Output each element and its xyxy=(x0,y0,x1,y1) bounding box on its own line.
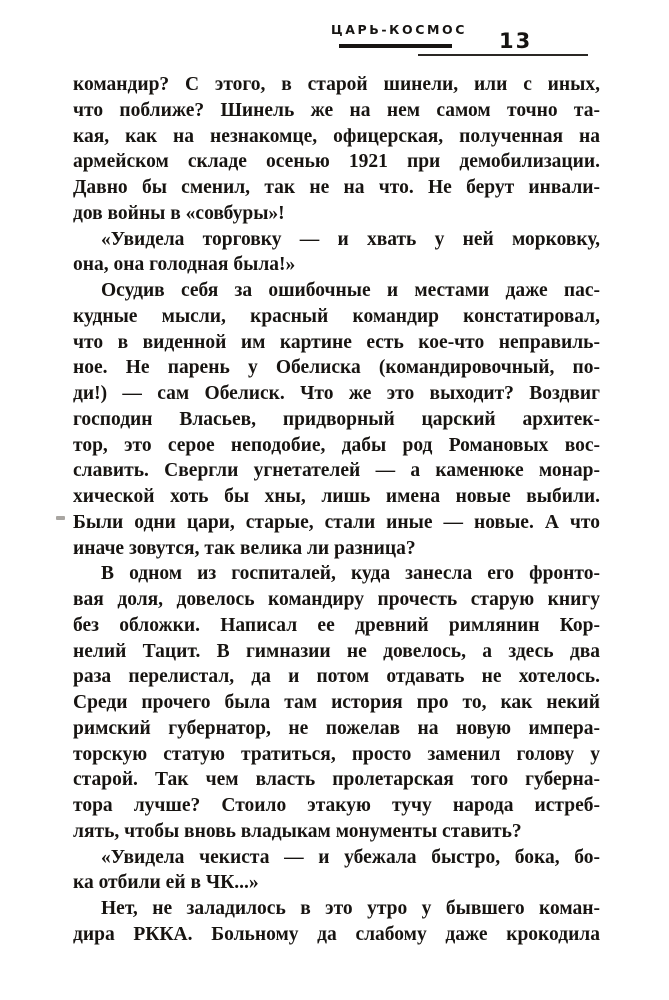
text-line: хической хоть бы хны, лишь имена новые выбили. xyxy=(73,486,600,507)
page-number: 13 xyxy=(499,29,533,53)
text-line: нелий Тацит. В гимназии не довелось, а здесь два xyxy=(73,640,600,662)
text-line: Осудив себя за ошибочные и местами даже пас- xyxy=(101,280,600,301)
text-line: Нет, не заладилось в это утро у бывшего коман- xyxy=(101,898,600,919)
text-line: торскую статую тратиться, просто заменил голову у xyxy=(73,743,600,765)
running-title: ЦАРЬ-КОСМОС xyxy=(331,22,468,37)
scan-artifact xyxy=(56,516,65,520)
text-line: Были одни цари, старые, стали иные — новые. А что xyxy=(73,511,600,533)
text-line: армейском складе осенью 1921 при демобилизации. xyxy=(73,151,600,173)
text-line: дира РККА. Больному да слабому даже крокодила xyxy=(73,923,600,945)
text-line: ка отбили ей в ЧК...» xyxy=(73,872,259,894)
text-line: кудные мысли, красный командир констатировал, xyxy=(73,305,600,327)
text-line: без обложки. Написал ее древний римлянин Кор- xyxy=(73,614,600,636)
text-line: что в виденной им картине есть кое-что неправиль- xyxy=(73,331,600,353)
text-line: тор, это серое неподобие, дабы род Романовых вос- xyxy=(73,434,600,456)
text-line: ное. Не парень у Обелиска (командировочный, по- xyxy=(73,357,600,379)
text-line: ди!) — сам Обелиск. Что же это выходит? Воздвиг xyxy=(73,383,600,404)
text-line: кая, как на незнакомце, офицерская, полученная на xyxy=(73,125,600,147)
text-line: иначе зовутся, так велика ли разница? xyxy=(73,537,416,559)
text-block xyxy=(73,72,600,948)
text-line: раза перелистал, да и потом отдавать не хотелось. xyxy=(73,666,600,688)
text-line: вая доля, довелось командиру прочесть старую книгу xyxy=(73,589,600,610)
text-line: что поближе? Шинель же на нем самом точно та- xyxy=(73,99,600,121)
text-line: старой. Так чем власть пролетарская того губерна- xyxy=(73,769,600,791)
title-underline-rule xyxy=(339,44,452,48)
text-line: Среди прочего была там история про то, как некий xyxy=(73,692,600,713)
text-line: господин Власьев, придворный царский архитек- xyxy=(73,408,600,430)
header-rule xyxy=(418,54,588,56)
text-line: дов войны в «совбуры»! xyxy=(73,202,285,224)
text-line: Давно бы сменил, так не на что. Не берут инвали- xyxy=(73,177,600,198)
text-line: «Увидела чекиста — и убежала быстро, бока, бо- xyxy=(101,846,600,868)
text-line: «Увидела торговку — и хвать у ней морковку, xyxy=(101,228,600,250)
text-line: командир? С этого, в старой шинели, или с иных, xyxy=(73,74,600,95)
text-line: лять, чтобы вновь владыкам монументы ставить? xyxy=(73,820,522,842)
text-line: тора лучше? Стоило этакую тучу народа истреб- xyxy=(73,795,600,816)
text-line: славить. Свергли угнетателей — а каменюке монар- xyxy=(73,460,600,482)
text-line: В одном из госпиталей, куда занесла его фронто- xyxy=(101,563,600,585)
text-line: римский губернатор, не пожелав на новую импера- xyxy=(73,717,600,739)
text-line: она, она голодная была!» xyxy=(73,254,296,276)
